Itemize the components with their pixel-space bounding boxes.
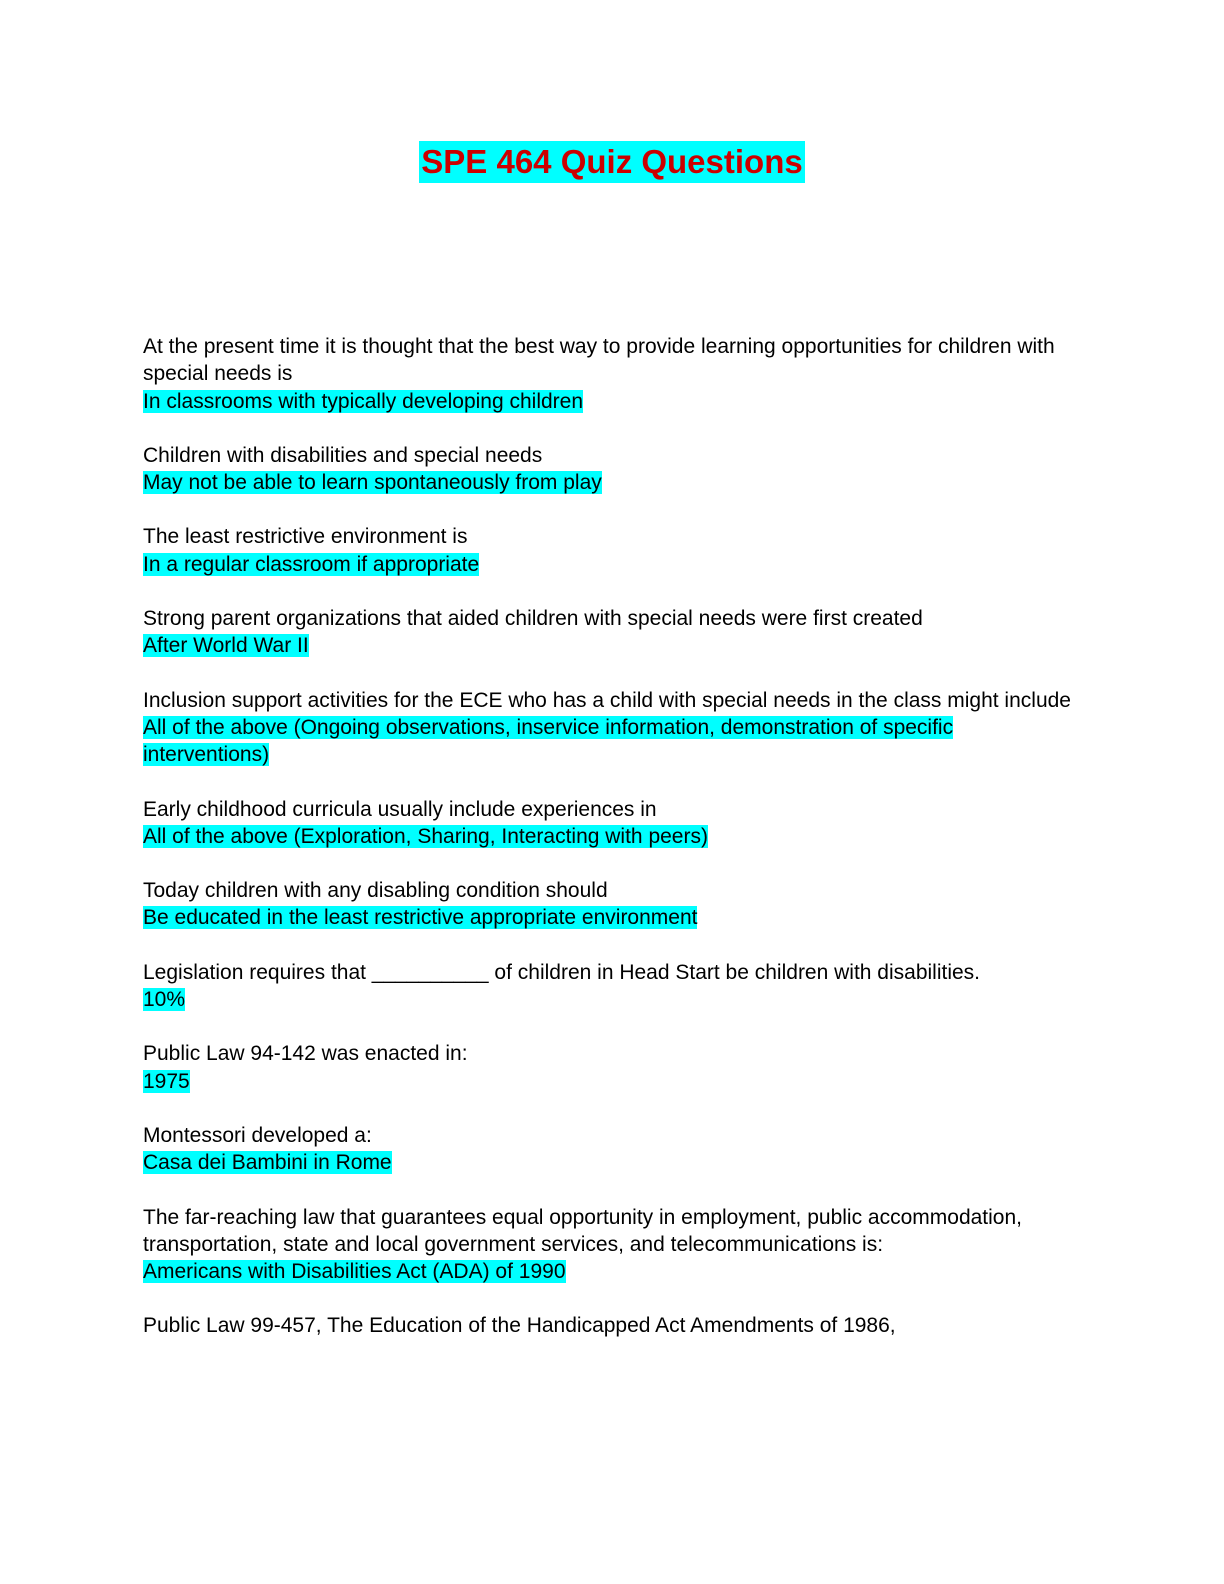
answer-highlight: 1975 bbox=[143, 1069, 190, 1093]
answer-text bbox=[143, 632, 1083, 659]
question-text: Public Law 94-142 was enacted in: bbox=[143, 1042, 468, 1066]
answer-highlight: All of the above (Exploration, Sharing, Interacting with peers) bbox=[143, 824, 708, 848]
title-container bbox=[0, 141, 1224, 183]
question-text: Inclusion support activities for the ECE who has a child with special needs in the class might include bbox=[143, 688, 1071, 712]
question-text: Montessori developed a: bbox=[143, 1123, 372, 1147]
answer-text bbox=[143, 823, 1083, 850]
question-item bbox=[143, 1204, 1083, 1286]
question-item bbox=[143, 605, 1083, 660]
question-text: The far-reaching law that guarantees equal opportunity in employment, public accommodation, transportation, state and local government services, and telecommunications is: bbox=[143, 1205, 1022, 1256]
question-item bbox=[143, 1312, 1083, 1339]
question-item bbox=[143, 959, 1083, 1014]
question-item bbox=[143, 333, 1083, 415]
question-item bbox=[143, 687, 1083, 769]
answer-text bbox=[143, 1149, 1083, 1176]
answer-text bbox=[143, 904, 1083, 931]
question-item bbox=[143, 1122, 1083, 1177]
question-text: Strong parent organizations that aided children with special needs were first created bbox=[143, 607, 923, 631]
answer-text bbox=[143, 1258, 1083, 1285]
question-item bbox=[143, 796, 1083, 851]
answer-highlight: After World War II bbox=[143, 634, 309, 658]
answer-highlight: 10% bbox=[143, 988, 186, 1012]
answer-highlight: Be educated in the least restrictive appropriate environment bbox=[143, 906, 698, 930]
question-text: Early childhood curricula usually include experiences in bbox=[143, 797, 657, 821]
answer-highlight: In a regular classroom if appropriate bbox=[143, 552, 480, 576]
question-text: At the present time it is thought that the best way to provide learning opportunities for children with special needs is bbox=[143, 335, 1055, 386]
answer-highlight: Casa dei Bambini in Rome bbox=[143, 1151, 392, 1175]
answer-highlight: May not be able to learn spontaneously from play bbox=[143, 471, 602, 495]
answer-text bbox=[143, 1068, 1083, 1095]
question-text: Today children with any disabling condition should bbox=[143, 879, 608, 903]
question-item bbox=[143, 523, 1083, 578]
question-list bbox=[143, 333, 1083, 1367]
answer-highlight: In classrooms with typically developing children bbox=[143, 389, 584, 413]
answer-text bbox=[143, 388, 1083, 415]
question-text: Public Law 99-457, The Education of the Handicapped Act Amendments of 1986, bbox=[143, 1314, 896, 1338]
question-item bbox=[143, 877, 1083, 932]
question-text: Children with disabilities and special needs bbox=[143, 443, 543, 467]
question-text: The least restrictive environment is bbox=[143, 525, 468, 549]
question-item bbox=[143, 1040, 1083, 1095]
document-title: SPE 464 Quiz Questions bbox=[419, 141, 804, 183]
question-text: Legislation requires that __________ of children in Head Start be children with disabilities. bbox=[143, 960, 981, 984]
answer-text bbox=[143, 469, 1083, 496]
answer-text bbox=[143, 714, 1083, 769]
answer-text bbox=[143, 551, 1083, 578]
answer-highlight: Americans with Disabilities Act (ADA) of 1990 bbox=[143, 1260, 566, 1284]
question-item bbox=[143, 442, 1083, 497]
answer-text bbox=[143, 986, 1083, 1013]
answer-highlight: All of the above (Ongoing observations, inservice information, demonstration of specific interventions) bbox=[143, 715, 954, 767]
